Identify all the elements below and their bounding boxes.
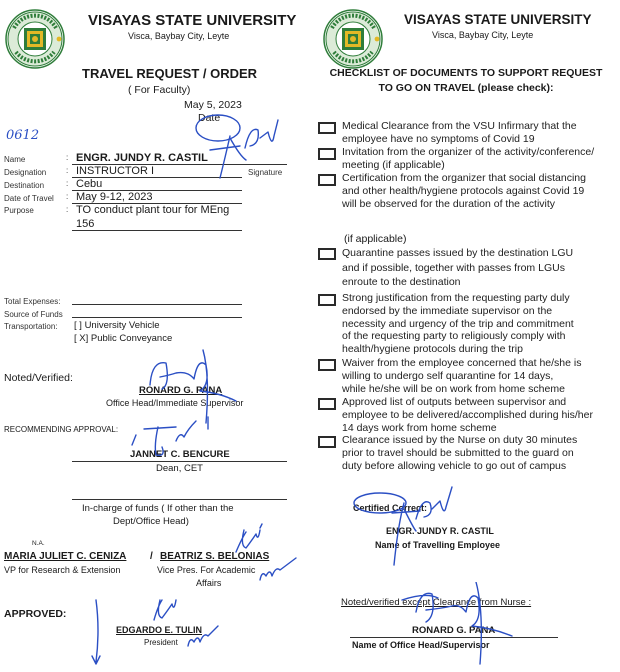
supervisor-name: RONARD G. PANA <box>412 625 496 636</box>
dean-title: Dean, CET <box>156 463 203 474</box>
university-name: VISAYAS STATE UNIVERSITY <box>88 12 297 29</box>
checklist-checkbox[interactable] <box>318 174 336 186</box>
checklist-checkbox[interactable] <box>318 148 336 160</box>
date-label: Date <box>198 112 221 124</box>
item-text: enroute to the destination <box>342 276 461 288</box>
form-title: TRAVEL REQUEST / ORDER <box>82 66 258 81</box>
item-text: Waiver from the employee concerned that he/she is <box>342 357 582 369</box>
transport-checkbox[interactable]: [ X] <box>74 333 89 344</box>
name-value: ENGR. JUNDY R. CASTIL <box>76 152 208 164</box>
checklist-item <box>342 246 612 290</box>
checklist-checkbox[interactable] <box>318 248 336 260</box>
item-text: Quarantine passes issued by the destination LGU <box>342 247 574 259</box>
president-title: President <box>144 638 178 647</box>
employee-name: ENGR. JUNDY R. CASTIL <box>386 526 494 536</box>
vp-research-title: VP for Research & Extension <box>4 565 121 575</box>
colon: : <box>66 205 69 214</box>
university-seal-icon <box>322 8 384 70</box>
checklist-item <box>342 120 612 146</box>
vp-academic-name: BEATRIZ S. BELONIAS <box>160 551 270 562</box>
dean-name: JANNET C. BENCURE <box>130 449 230 460</box>
approved-label: APPROVED: <box>4 608 67 620</box>
checklist-checkbox[interactable] <box>318 359 336 371</box>
item-text: meeting (if applicable) <box>342 158 445 171</box>
item-text: 14 days work from home scheme <box>342 421 497 434</box>
item-text: while he/she will be on work from home scheme <box>342 382 565 395</box>
item-text: Certification from the organizer that social distancing <box>342 172 586 184</box>
item-text: necessity and urgency of the trip and commitment <box>342 317 574 330</box>
president-name: EDGARDO E. TULIN <box>116 625 203 635</box>
if-applicable-note: (if applicable) <box>344 233 407 245</box>
transport-option-public-conveyance[interactable] <box>74 333 172 344</box>
purpose-value: TO conduct plant tour for MEng <box>76 204 230 216</box>
date-of-travel-label: Date of Travel <box>4 194 54 203</box>
item-text: Clearance issued by the Nurse on duty 30 minutes <box>342 434 578 446</box>
source-of-funds-line <box>72 317 242 318</box>
destination-value: Cebu <box>76 178 103 190</box>
checklist-checkbox[interactable] <box>318 398 336 410</box>
vp-research-name: MARIA JULIET C. CENIZA <box>4 551 127 562</box>
funds-incharge-line <box>72 499 287 500</box>
designation-label: Designation <box>4 168 47 177</box>
colon: : <box>66 179 69 188</box>
checklist-item <box>342 396 612 434</box>
item-text: will be observed for the duration of the activity <box>342 197 556 210</box>
certified-correct-label: Certified Correct: <box>353 503 428 513</box>
university-address: Visca, Baybay City, Leyte <box>432 30 534 40</box>
recommending-approval-label: RECOMMENDING APPROVAL: <box>4 425 119 434</box>
vp-academic-title-2: Affairs <box>196 578 222 588</box>
transport-option-university-vehicle[interactable] <box>74 320 160 331</box>
checklist-item <box>342 434 612 472</box>
total-expenses-line <box>72 304 242 305</box>
checklist-item <box>342 172 612 210</box>
checklist-title: CHECKLIST OF DOCUMENTS TO SUPPORT REQUEST <box>329 67 603 79</box>
funds-incharge-label: In-charge of funds ( If other than the <box>82 503 234 514</box>
supervisor-caption: Name of Office Head/Supervisor <box>352 640 490 650</box>
transport-option-label: Public Conveyance <box>90 333 173 344</box>
purpose-underline <box>72 230 242 231</box>
name-separator: / <box>150 551 153 562</box>
item-text: Invitation from the organizer of the activity/conference/ <box>342 146 595 158</box>
transportation-label: Transportation: <box>4 322 58 331</box>
checklist-item <box>342 146 612 172</box>
employee-caption: Name of Travelling Employee <box>375 540 501 550</box>
item-text: Medical Clearance from the VSU Infirmary that the <box>342 120 577 132</box>
na-note: N.A. <box>32 540 45 547</box>
item-text: willing to undergo self quarantine for 14 days, <box>342 369 554 382</box>
checklist-item <box>342 357 612 395</box>
source-of-funds-label: Source of Funds <box>4 310 63 319</box>
university-name: VISAYAS STATE UNIVERSITY <box>404 12 592 27</box>
item-text: employee have no symptoms of Covid 19 <box>342 132 535 145</box>
item-text: health/hygiene protocols during the trip <box>342 343 523 356</box>
purpose-value-line2: 156 <box>76 218 95 230</box>
date-of-travel-value: May 9-12, 2023 <box>76 191 153 203</box>
designation-value: INSTRUCTOR I <box>76 165 155 177</box>
university-seal-icon <box>4 8 66 70</box>
item-text: employee to be delivered/accomplished during his/her <box>342 408 593 421</box>
signature-label: Signature <box>248 168 283 177</box>
checklist-checkbox[interactable] <box>318 294 336 306</box>
item-text: prior to travel should be submitted to the guard on <box>342 446 574 459</box>
total-expenses-label: Total Expenses: <box>4 297 61 306</box>
destination-label: Destination <box>4 181 45 190</box>
item-text: of the requesting party to religiously comply with <box>342 330 566 343</box>
supervisor-name: RONARD G. PANA <box>139 385 223 396</box>
noted-except-label: Noted/verified except Clearance from Nurse : <box>341 597 532 608</box>
checklist-title-2: TO GO ON TRAVEL (please check): <box>378 82 554 94</box>
noted-verified-label: Noted/Verified: <box>4 372 73 384</box>
colon: : <box>66 153 69 162</box>
dean-signature-line <box>72 461 287 462</box>
item-text: Approved list of outputs between supervisor and <box>342 396 567 408</box>
name-label: Name <box>4 155 26 164</box>
vp-academic-title: Vice Pres. For Academic <box>157 565 256 575</box>
checklist-item <box>342 292 612 356</box>
request-date: May 5, 2023 <box>184 99 242 111</box>
transport-checkbox[interactable]: [ ] <box>74 320 82 331</box>
checklist-checkbox[interactable] <box>318 436 336 448</box>
item-text: duty before allowing vehicle to go out of campus <box>342 459 567 472</box>
checklist-checkbox[interactable] <box>318 122 336 134</box>
form-subtitle: ( For Faculty) <box>128 84 191 96</box>
colon: : <box>66 166 69 175</box>
item-text: and other health/hygiene protocols against Covid 19 <box>342 184 585 197</box>
item-text: and if possible, together with passes from LGUs <box>342 261 565 274</box>
colon: : <box>66 192 69 201</box>
transport-option-label: University Vehicle <box>84 320 160 331</box>
supervisor-title: Office Head/Immediate Supervisor <box>106 398 244 408</box>
item-text: endorsed by the immediate supervisor on the <box>342 304 553 317</box>
item-text: Strong justification from the requesting party duly <box>342 292 570 304</box>
university-address: Visca, Baybay City, Leyte <box>128 31 230 41</box>
funds-incharge-label-2: Dept/Office Head) <box>113 516 189 527</box>
purpose-label: Purpose <box>4 206 34 215</box>
handwritten-note: 0612 <box>6 128 40 143</box>
supervisor-signature-line <box>350 637 558 638</box>
